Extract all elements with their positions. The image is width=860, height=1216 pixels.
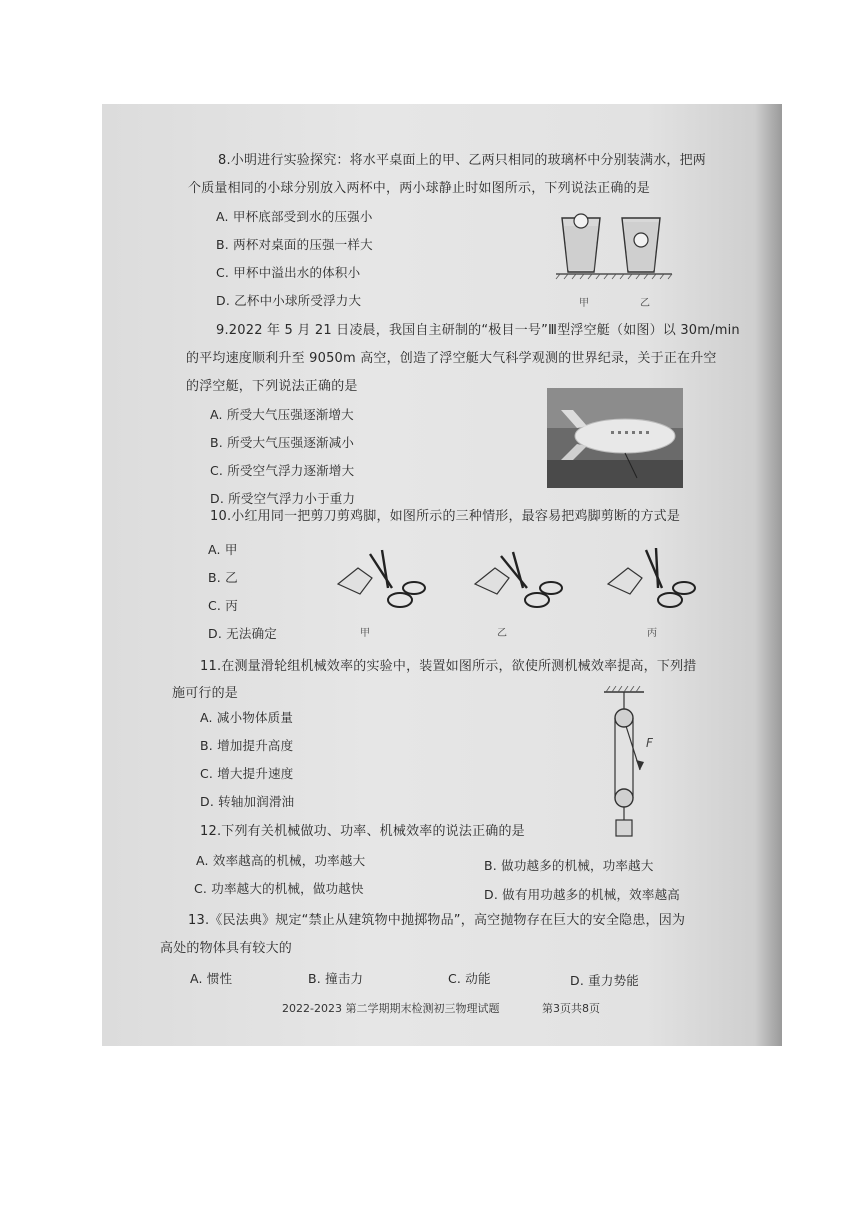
handle-yi-1 xyxy=(525,593,549,607)
movable-pulley xyxy=(615,789,633,807)
q8-label-jia: 甲 xyxy=(579,298,589,309)
table-hatch xyxy=(556,274,672,279)
load-block xyxy=(616,820,632,836)
q9-option-d: D. 所受空气浮力小于重力 xyxy=(210,491,356,506)
q13-stem-line2: 高处的物体具有较大的 xyxy=(160,941,293,956)
fixed-pulley xyxy=(615,709,633,727)
q12-option-c: C. 功率越大的机械，做功越快 xyxy=(194,881,364,896)
exam-page-photo xyxy=(102,104,782,1046)
handle-jia-2 xyxy=(403,582,425,594)
ground xyxy=(547,460,683,488)
chicken-foot-jia xyxy=(338,568,372,594)
ball-yi xyxy=(634,233,648,247)
q8-option-b: B. 两杯对桌面的压强一样大 xyxy=(216,237,373,252)
q13-option-c: C. 动能 xyxy=(448,971,491,986)
q11-option-b: B. 增加提升高度 xyxy=(200,738,294,753)
blade-bing-1 xyxy=(646,550,662,588)
q10-scissors-bing xyxy=(600,544,700,622)
q11-option-d: D. 转轴加润滑油 xyxy=(200,794,295,809)
q12-option-b: B. 做功越多的机械，功率越大 xyxy=(484,858,654,873)
water-jia xyxy=(564,226,598,270)
q9-stem-line3: 的浮空艇，下列说法正确的是 xyxy=(186,379,358,394)
q9-option-a: A. 所受大气压强逐渐增大 xyxy=(210,407,354,422)
q10-option-a: A. 甲 xyxy=(208,542,238,557)
q8-stem-line1: 8.小明进行实验探究：将水平桌面上的甲、乙两只相同的玻璃杯中分别装满水，把两 xyxy=(218,153,707,168)
force-arrow xyxy=(636,760,644,770)
footer-page: 第3页共8页 xyxy=(542,1002,600,1015)
q13-option-d: D. 重力势能 xyxy=(570,973,639,988)
q8-stem-line2: 个质量相同的小球分别放入两杯中，两小球静止时如图所示，下列说法正确的是 xyxy=(188,181,651,196)
blade-bing-2 xyxy=(656,548,658,588)
q10-label-jia: 甲 xyxy=(360,628,370,639)
q11-force-label: F xyxy=(646,736,653,750)
blade-yi-2 xyxy=(513,552,523,588)
blade-jia-2 xyxy=(382,550,388,588)
q13-stem-line1: 13.《民法典》规定“禁止从建筑物中抛掷物品”，高空抛物存在巨大的安全隐患，因为 xyxy=(188,913,686,928)
q10-stem: 10.小红用同一把剪刀剪鸡脚，如图所示的三种情形，最容易把鸡脚剪断的方式是 xyxy=(210,509,681,524)
q10-option-c: C. 丙 xyxy=(208,598,238,613)
q9-stem-line1: 9.2022 年 5 月 21 日凌晨，我国自主研制的“极目一号”Ⅲ型浮空艇（如图）以 30m/min xyxy=(216,323,740,338)
q11-stem-line1: 11.在测量滑轮组机械效率的实验中，装置如图所示，欲使所测机械效率提高，下列措 xyxy=(200,659,697,674)
q8-option-d: D. 乙杯中小球所受浮力大 xyxy=(216,293,362,308)
q11-option-c: C. 增大提升速度 xyxy=(200,766,294,781)
q9-airship-photo xyxy=(547,388,683,488)
q10-option-b: B. 乙 xyxy=(208,570,238,585)
q11-option-a: A. 减小物体质量 xyxy=(200,710,294,725)
q13-option-b: B. 撞击力 xyxy=(308,971,364,986)
q12-stem: 12.下列有关机械做功、功率、机械效率的说法正确的是 xyxy=(200,824,525,839)
q9-stem-line2: 的平均速度顺利升至 9050m 高空，创造了浮空艇大气科学观测的世界纪录，关于正在升空 xyxy=(186,351,717,366)
q10-scissors-jia xyxy=(330,544,430,622)
q8-option-a: A. 甲杯底部受到水的压强小 xyxy=(216,209,373,224)
q8-option-c: C. 甲杯中溢出水的体积小 xyxy=(216,265,361,280)
q10-label-yi: 乙 xyxy=(497,628,507,639)
handle-yi-2 xyxy=(540,582,562,594)
q9-option-c: C. 所受空气浮力逐渐增大 xyxy=(210,463,355,478)
footer-title: 2022-2023 第二学期期末检测初三物理试题 xyxy=(282,1002,500,1015)
q8-label-yi: 乙 xyxy=(640,298,650,309)
q8-cups-figure xyxy=(552,212,682,292)
q13-option-a: A. 惯性 xyxy=(190,971,233,986)
chicken-foot-yi xyxy=(475,568,509,594)
q11-pulley-figure xyxy=(600,686,660,844)
q10-option-d: D. 无法确定 xyxy=(208,626,277,641)
handle-bing-2 xyxy=(673,582,695,594)
q11-stem-line2: 施可行的是 xyxy=(172,686,239,701)
ball-jia xyxy=(574,214,588,228)
airship-body xyxy=(575,419,675,453)
chicken-foot-bing xyxy=(608,568,642,594)
ceiling-hatch xyxy=(606,686,640,692)
q10-scissors-yi xyxy=(467,544,567,622)
q10-label-bing: 丙 xyxy=(647,628,657,639)
q12-option-d: D. 做有用功越多的机械，效率越高 xyxy=(484,887,680,902)
handle-jia-1 xyxy=(388,593,412,607)
q12-option-a: A. 效率越高的机械，功率越大 xyxy=(196,853,366,868)
blade-jia-1 xyxy=(370,554,392,588)
handle-bing-1 xyxy=(658,593,682,607)
q9-option-b: B. 所受大气压强逐渐减小 xyxy=(210,435,355,450)
